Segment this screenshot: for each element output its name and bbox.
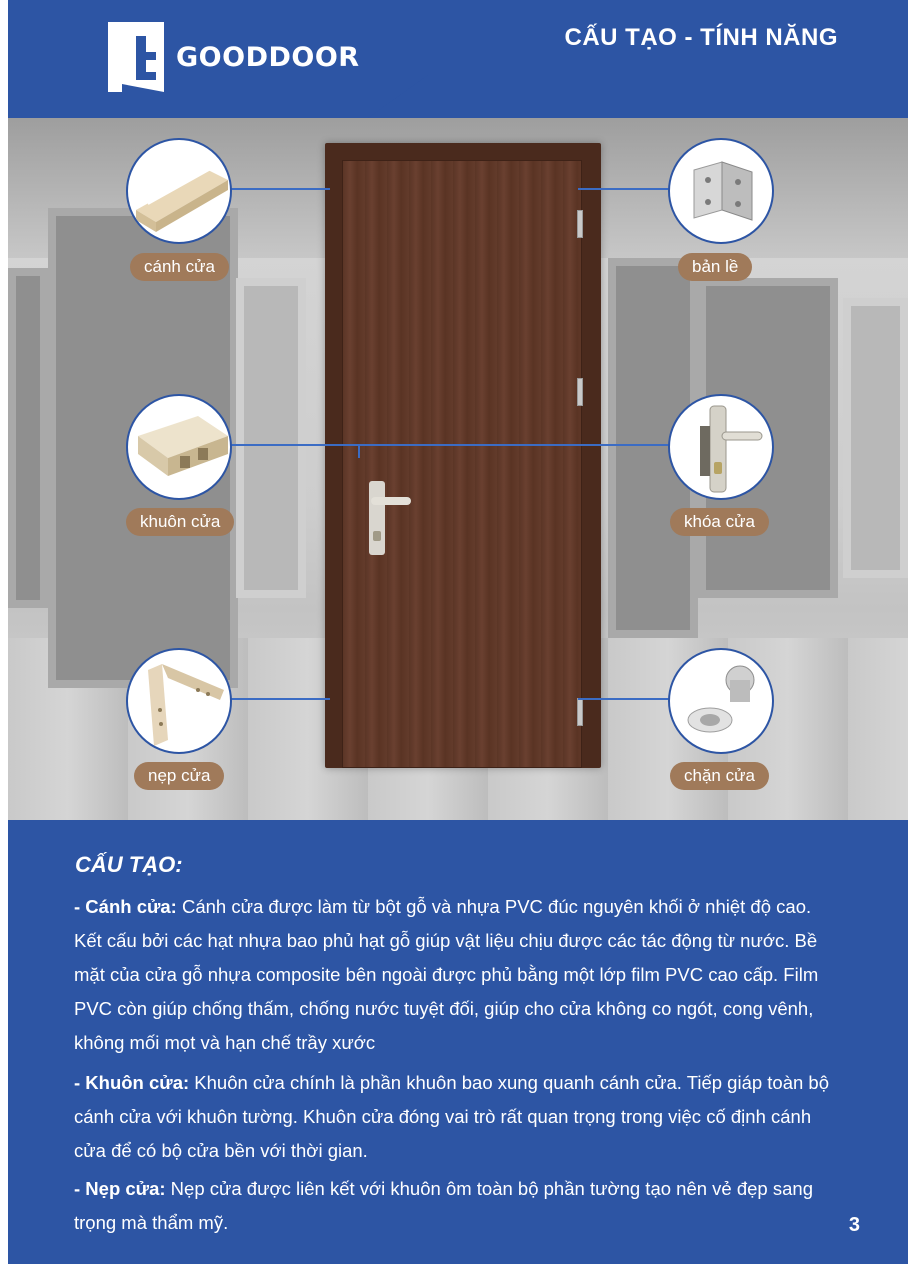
lock-thumbnail <box>668 394 774 500</box>
door-leaf-thumbnail <box>126 138 232 244</box>
callout-label-door-leaf: cánh cửa <box>130 253 229 281</box>
paragraph-door-leaf <box>74 890 840 1060</box>
stopper-thumbnail <box>668 648 774 754</box>
door-frame-profile-icon <box>128 396 232 500</box>
term-frame: - Khuôn cửa: <box>74 1072 190 1093</box>
brand-logo <box>108 22 360 92</box>
frame-thumbnail <box>126 394 232 500</box>
keyhole-icon <box>373 531 381 541</box>
background-door <box>8 268 48 608</box>
hinge <box>577 698 583 726</box>
text-door-leaf: Cánh cửa được làm từ bột gỗ và nhựa PVC đúc nguyên khối ở nhiệt độ cao. Kết cấu bởi các hạt nhựa bao phủ hạt gỗ giúp vật liệu chịu được các tác động từ nước. Bề mặt của cửa gỗ nhựa composite bên ngoài được phủ bằng một lớp film PVC cao cấp. Film PVC còn giúp chống thấm, chống nước tuyệt đối, giúp cho cửa không co ngót, cong vênh, không mối mọt và hạn chế trầy xước <box>74 896 819 1053</box>
callout-line <box>230 444 360 446</box>
callout-label-trim: nẹp cửa <box>134 762 224 790</box>
handle-plate <box>369 481 385 555</box>
door-handle-icon <box>371 497 411 505</box>
trim-thumbnail <box>126 648 232 754</box>
description-panel <box>8 820 908 1264</box>
brand-name: GOODDOOR <box>176 41 360 73</box>
main-door <box>325 143 601 768</box>
callout-label-hinge: bản lề <box>678 253 752 281</box>
door-lock-icon <box>670 396 774 500</box>
background-door <box>236 278 306 598</box>
hinge-icon <box>670 140 774 244</box>
paragraph-trim <box>74 1172 840 1240</box>
hinge <box>577 210 583 238</box>
callout-line <box>358 444 360 458</box>
text-frame: Khuôn cửa chính là phần khuôn bao xung quanh cánh cửa. Tiếp giáp toàn bộ cánh cửa với khuôn tường. Khuôn cửa đóng vai trò rất quan trọng trong việc cố định cánh cửa để có bộ cửa bền với thời gian. <box>74 1072 830 1161</box>
door-stopper-icon <box>670 650 774 754</box>
product-image <box>8 118 908 820</box>
callout-line <box>230 698 330 700</box>
text-trim: Nẹp cửa được liên kết với khuôn ôm toàn bộ phần tường tạo nên vẻ đẹp sang trọng mà thẩm mỹ. <box>74 1178 813 1233</box>
callout-line <box>578 188 670 190</box>
door-leaf <box>342 160 582 768</box>
header-bar <box>8 0 908 118</box>
callout-line <box>578 698 670 700</box>
term-door-leaf: - Cánh cửa: <box>74 896 177 917</box>
callout-label-frame: khuôn cửa <box>126 508 234 536</box>
page-title: CẤU TẠO - TÍNH NĂNG <box>564 24 838 51</box>
term-trim: - Nẹp cửa: <box>74 1178 166 1199</box>
callout-label-lock: khóa cửa <box>670 508 769 536</box>
page-number: 3 <box>848 1214 860 1236</box>
background-door <box>843 298 908 578</box>
paragraph-frame <box>74 1066 840 1168</box>
callout-label-stopper: chặn cửa <box>670 762 769 790</box>
door-logo-icon <box>108 22 164 92</box>
door-trim-icon <box>128 650 232 754</box>
hinge <box>577 378 583 406</box>
section-heading: CẤU TẠO: <box>75 852 183 877</box>
callout-line <box>230 188 330 190</box>
callout-line <box>358 444 670 446</box>
door-leaf-panel-icon <box>128 140 232 244</box>
hinge-thumbnail <box>668 138 774 244</box>
